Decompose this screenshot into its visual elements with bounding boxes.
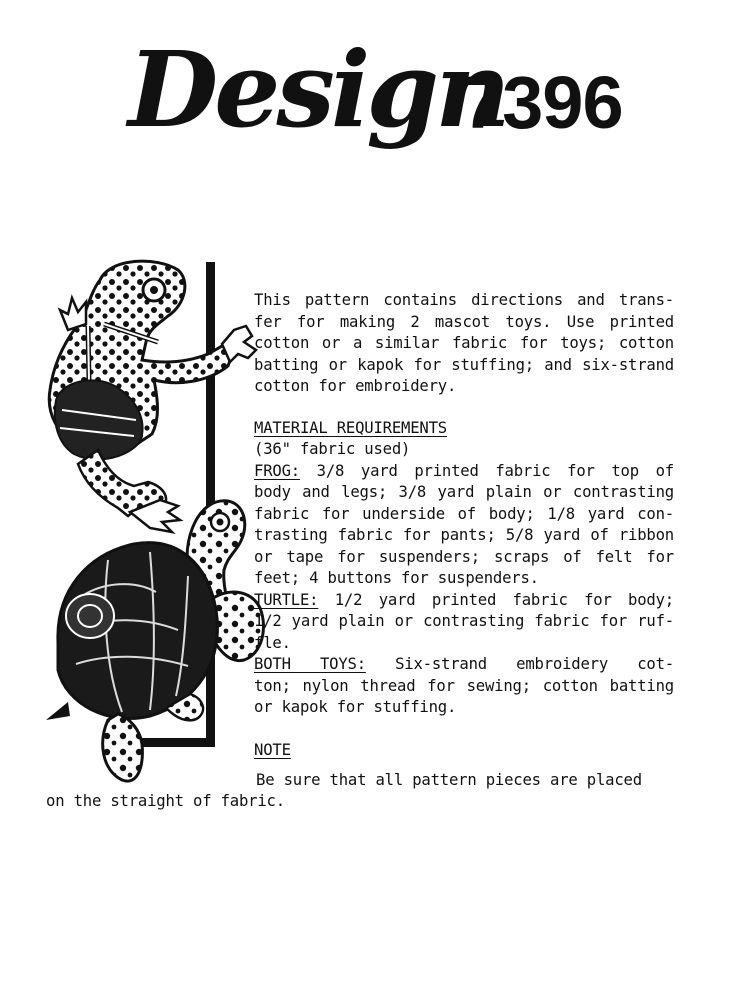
frog-line: body and legs; 3/8 yard plain or contrasting bbox=[254, 483, 674, 501]
both-toys-label: BOTH TOYS: bbox=[254, 655, 366, 673]
intro-line: fer for making 2 mascot toys. Use printed bbox=[254, 312, 674, 331]
mascot-illustration bbox=[38, 250, 268, 800]
intro-line: cotton for embroidery. bbox=[254, 377, 457, 395]
frog-line: or tape for suspenders; scraps of felt for bbox=[254, 547, 674, 566]
note-heading: NOTE bbox=[254, 740, 291, 759]
title-number: 7396 bbox=[462, 61, 623, 144]
frog-line: 3/8 yard printed fabric for top of bbox=[299, 461, 674, 480]
both-toys-line: ton; nylon thread for sewing; cotton batting bbox=[254, 676, 674, 695]
intro-line: This pattern contains directions and trans- bbox=[254, 291, 674, 309]
pattern-title bbox=[120, 20, 640, 160]
intro-line: batting or kapok for stuffing; and six-strand bbox=[254, 355, 674, 374]
instructions-text bbox=[254, 290, 674, 761]
both-toys-requirements bbox=[254, 654, 674, 676]
frog-line: fabric for underside of body; 1/8 yard con- bbox=[254, 504, 674, 523]
intro-line: cotton or a similar fabric for toys; cotton bbox=[254, 334, 674, 352]
materials-heading: MATERIAL REQUIREMENTS bbox=[254, 418, 447, 437]
turtle-requirements bbox=[254, 590, 674, 612]
frog-figure bbox=[49, 261, 256, 532]
turtle-line: 1/2 yard plain or contrasting fabric for ruf- bbox=[254, 612, 674, 630]
note-line: on the straight of fabric. bbox=[46, 792, 285, 810]
title-script: Design bbox=[128, 28, 507, 151]
note-line: Be sure that all pattern pieces are placed bbox=[256, 771, 642, 789]
frog-line: trasting fabric for pants; 5/8 yard of ribbon bbox=[254, 526, 674, 544]
frog-line: feet; 4 buttons for suspenders. bbox=[254, 569, 539, 587]
turtle-line: 1/2 yard printed fabric for body; bbox=[318, 590, 674, 609]
turtle-label: TURTLE: bbox=[254, 590, 319, 609]
frog-label: FROG: bbox=[254, 461, 300, 480]
turtle-line: fle. bbox=[254, 633, 291, 652]
materials-subheading: (36" fabric used) bbox=[254, 440, 411, 458]
both-toys-line: Six-strand embroidery cot- bbox=[365, 655, 674, 673]
both-toys-line: or kapok for stuffing. bbox=[254, 698, 457, 716]
note-text bbox=[46, 770, 666, 812]
frog-requirements bbox=[254, 461, 674, 483]
